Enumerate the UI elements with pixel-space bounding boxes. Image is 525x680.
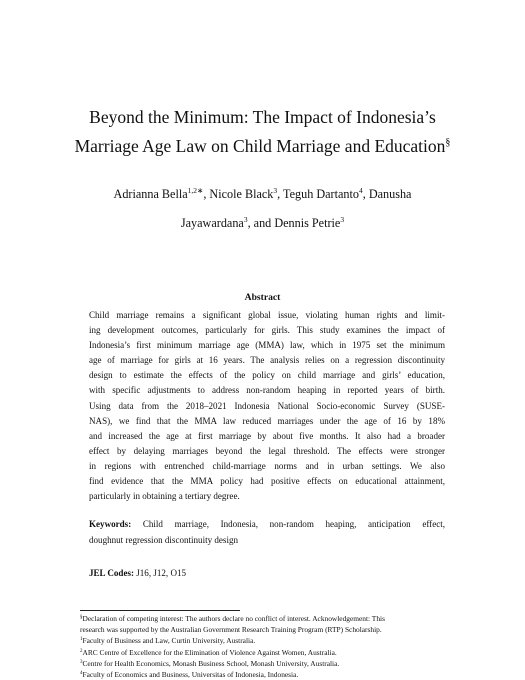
author-affiliation: 3 bbox=[243, 215, 248, 224]
abstract-line: Using data from the 2018–2021 Indonesia National Socio-economic Survey (SUSE- bbox=[89, 400, 445, 411]
author-affiliation: 1,2∗ bbox=[187, 186, 204, 195]
footnote-mark: § bbox=[80, 615, 83, 620]
abstract-line: Child marriage remains a significant global issue, violating human rights and limit- bbox=[89, 310, 445, 320]
author-name: Dennis Petrie bbox=[274, 216, 341, 230]
abstract-line: effect by delaying marriages beyond the legal threshold. The effects were stronger bbox=[89, 445, 445, 456]
author-name: Teguh Dartanto bbox=[283, 187, 359, 201]
footnote-text: Faculty of Economics and Business, Universitas of Indonesia, Indonesia. bbox=[82, 670, 299, 680]
author-name: Jayawardana bbox=[180, 216, 244, 230]
abstract-heading: Abstract bbox=[244, 292, 281, 303]
jel-codes bbox=[89, 568, 186, 578]
footnote bbox=[80, 635, 486, 646]
footnote-rule bbox=[80, 610, 240, 611]
author-affiliation: 3 bbox=[340, 215, 345, 224]
jel-label: JEL Codes: bbox=[89, 568, 134, 578]
abstract-line: and increased the age at first marriage by about five months. It also had a broader bbox=[89, 430, 445, 441]
author-name: Nicole Black bbox=[209, 187, 274, 201]
footnote-mark: 3 bbox=[80, 659, 83, 665]
footnote-text: ARC Centre of Excellence for the Elimination of Violence Against Women, Australia. bbox=[82, 647, 337, 657]
author-affiliation: 4 bbox=[358, 186, 363, 195]
footnote-text: Declaration of competing interest: The authors declare no conflict of interest. Acknowledgement: This bbox=[82, 614, 385, 623]
abstract-body bbox=[89, 308, 445, 504]
footnote-mark: 2 bbox=[80, 648, 83, 654]
title-line-1: Beyond the Minimum: The Impact of Indonesia’s bbox=[89, 107, 436, 127]
abstract-line: design to estimate the effects of the policy on child marriage and girls’ education, bbox=[89, 370, 445, 381]
abstract-line: in regions with entrenched child-marriage norms and in urban settings. We also bbox=[89, 460, 445, 471]
footnote-mark: 1 bbox=[80, 637, 83, 643]
footnote-mark: 4 bbox=[80, 671, 83, 677]
paper-title bbox=[0, 103, 525, 161]
author-affiliation: 3 bbox=[273, 186, 278, 195]
author-list bbox=[0, 180, 525, 238]
authors-line-2: Jayawardana$^3$, and Dennis Petrie$^3$ bbox=[180, 215, 345, 230]
author-name: Adrianna Bella bbox=[113, 187, 188, 201]
footnote-text: Centre for Health Economics, Monash Business School, Monash University, Australia. bbox=[82, 658, 340, 668]
title-line-2-text: Marriage Age Law on Child Marriage and Education bbox=[74, 136, 446, 156]
abstract-line: age of marriage for girls at 16 years. The analysis relies on a regression discontinuity bbox=[89, 355, 445, 366]
author-name: Danusha bbox=[368, 187, 412, 201]
footnote bbox=[80, 669, 486, 680]
author-conjunction: and bbox=[253, 216, 272, 230]
abstract-line: find evidence that the MMA policy had positive effects on educational attainment, bbox=[89, 476, 445, 487]
keywords-line-2: doughnut regression discontinuity design bbox=[89, 534, 239, 545]
keywords-label: Keywords: bbox=[89, 519, 132, 529]
abstract-line: NAS), we find that the MMA law reduced marriages under the age of 16 by 18% bbox=[89, 415, 445, 426]
footnote bbox=[80, 658, 486, 669]
authors-line-1: Adrianna Bella$^{1,2∗}$, Nicole Black$^3$, Teguh Dartanto$^4$, Danusha bbox=[113, 186, 412, 201]
keywords-text: Child marriage, Indonesia, non-random heaping, anticipation effect, bbox=[142, 519, 446, 529]
footnotes bbox=[80, 613, 486, 680]
title-line-2 bbox=[0, 132, 525, 161]
keywords-block bbox=[89, 517, 445, 548]
jel-values: J16, J12, O15 bbox=[136, 568, 187, 578]
abstract-line: ing development outcomes, particularly for girls. This study examines the impact of bbox=[89, 325, 445, 336]
footnote-text: Faculty of Business and Law, Curtin University, Australia. bbox=[82, 636, 256, 646]
abstract-line: with specific adjustments to address non-random heaping in reported years of birth. bbox=[89, 385, 445, 396]
keywords-line-1 bbox=[89, 517, 445, 533]
title-footnote-mark: § bbox=[445, 137, 451, 148]
abstract-line: particularly in obtaining a tertiary degree. bbox=[89, 491, 240, 502]
footnote bbox=[80, 624, 486, 635]
abstract-line: Indonesia’s first minimum marriage age (MMA) law, which in 1975 set the minimum bbox=[89, 340, 445, 351]
footnote-text: research was supported by the Australian Government Research Training Program (RTP) Scholarship. bbox=[80, 625, 382, 635]
footnote bbox=[80, 647, 486, 658]
footnote bbox=[80, 613, 486, 624]
